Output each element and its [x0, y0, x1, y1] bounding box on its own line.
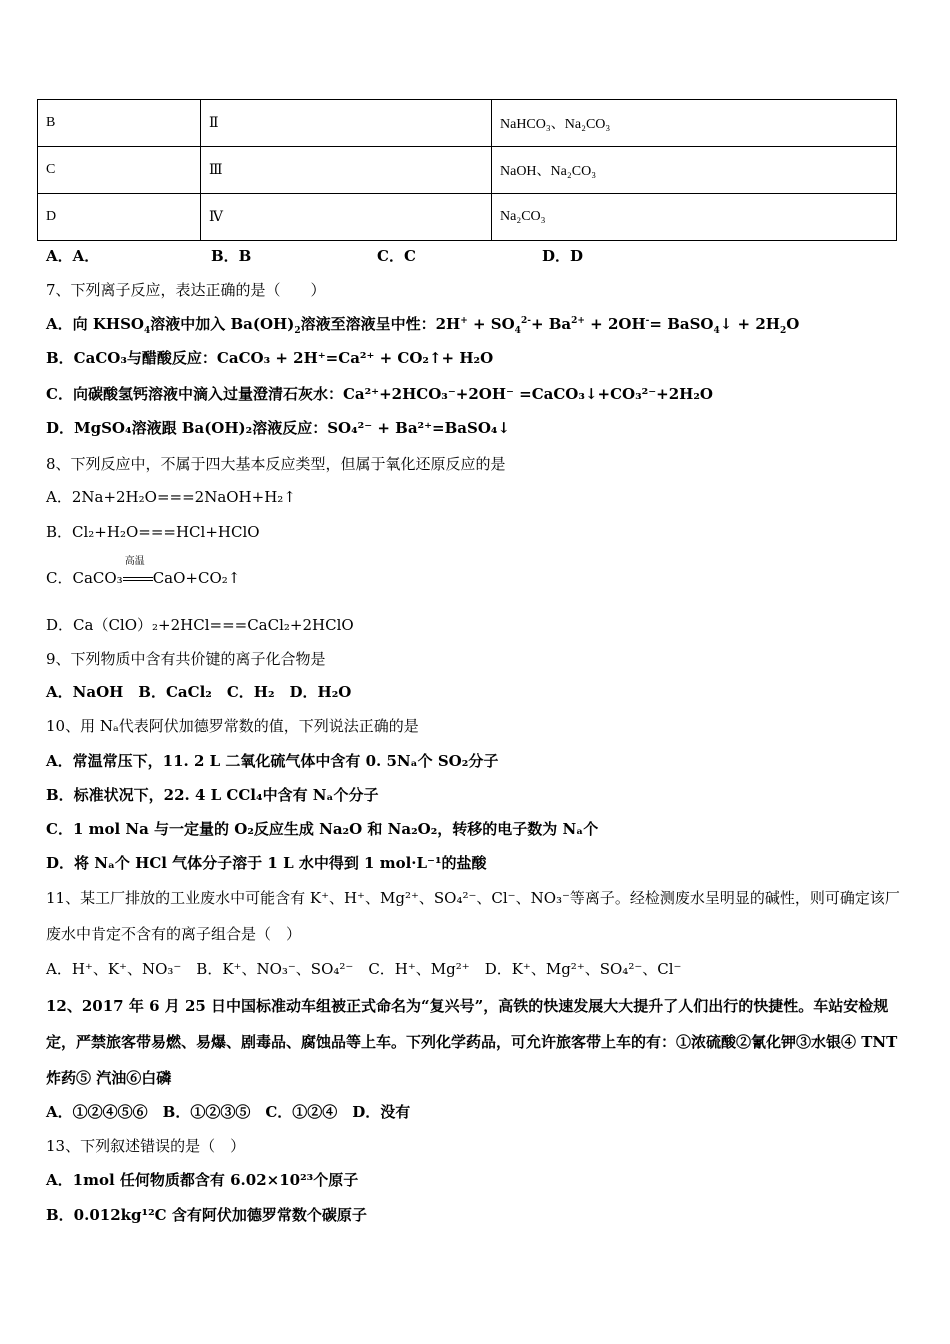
- text: ↓ + 2H: [719, 315, 780, 333]
- text: + Ba: [530, 315, 572, 333]
- q8-option-a: A．2Na+2H₂O===2NaOH+H₂↑: [46, 488, 296, 506]
- q9-options: A．NaOH B．CaCl₂ C．H₂ D．H₂O: [46, 683, 352, 701]
- q8-stem: 8、下列反应中，不属于四大基本反应类型，但属于氧化还原反应的是: [46, 455, 506, 473]
- q13-option-b: B．0.012kg¹²C 含有阿伏加德罗常数个碳原子: [46, 1206, 367, 1224]
- option-a: A．A．: [46, 247, 100, 265]
- q10-option-a: A．常温常压下，11. 2 L 二氧化硫气体中含有 0. 5Nₐ个 SO₂分子: [46, 752, 499, 770]
- table-row: [38, 147, 897, 194]
- text: CaO+CO₂↑: [152, 569, 241, 587]
- options-table: [37, 99, 897, 241]
- option-d: D．D: [542, 247, 584, 265]
- table-cell: C: [38, 147, 201, 194]
- q10-option-b: B．标准状况下，22. 4 L CCl₄中含有 Nₐ个分子: [46, 786, 379, 804]
- table-cell: NaOH、Na₂CO₃: [492, 147, 897, 194]
- q7-stem: 7、下列离子反应，表达正确的是（ ）: [46, 281, 326, 299]
- q8-option-d: D．Ca（ClO）₂+2HCl===CaCl₂+2HClO: [46, 616, 354, 634]
- table-cell: Ⅱ: [201, 100, 492, 147]
- table-cell: B: [38, 100, 201, 147]
- q10-stem: 10、用 Nₐ代表阿伏加德罗常数的值，下列说法正确的是: [46, 717, 419, 735]
- option-b: B．B: [211, 247, 252, 265]
- text: O: [786, 315, 800, 333]
- text: + SO: [467, 315, 515, 333]
- q7-option-b: B．CaCO₃与醋酸反应：CaCO₃ + 2H⁺=Ca²⁺ + CO₂↑+ H₂O: [46, 349, 494, 367]
- table-cell: Ⅳ: [201, 194, 492, 241]
- q12-options: A．①②④⑤⑥ B．①②③⑤ C．①②④ D．没有: [46, 1103, 411, 1121]
- table-cell: Ⅲ: [201, 147, 492, 194]
- text: C．CaCO₃: [46, 569, 123, 587]
- q12-stem: 12、2017 年 6 月 25 日中国标准动车组被正式命名为“复兴号”，高铁的快速发展大大提升了人们出行的快捷性。车站安检规定，严禁旅客带易燃、易爆、剧毒品、腐蚀品等上车。下列化学药品，可允许旅客带上车的有：①浓硫酸②氰化钾③水银④ TNT 炸药⑤ 汽油⑥白磷: [46, 997, 898, 1087]
- reaction-arrow: [123, 556, 153, 588]
- table-cell: Na₂CO₃: [492, 194, 897, 241]
- q11-stem: 11、某工厂排放的工业废水中可能含有 K⁺、H⁺、Mg²⁺、SO₄²⁻、Cl⁻、NO₃⁻等离子。经检测废水呈明显的碱性，则可确定该厂废水中肯定不含有的离子组合是（ ）: [46, 889, 900, 943]
- q8-option-c: [46, 556, 241, 588]
- q6-options: [46, 246, 583, 266]
- condition-label: 高温: [124, 556, 145, 567]
- q13-stem: 13、下列叙述错误的是（ ）: [46, 1137, 246, 1155]
- table-cell: NaHCO₃、Na₂CO₃: [492, 100, 897, 147]
- text: + 2OH: [584, 315, 646, 333]
- text: 溶液中加入 Ba(OH): [150, 315, 295, 333]
- q8-option-b: B．Cl₂+H₂O===HCl+HClO: [46, 523, 260, 541]
- option-c: C．C: [377, 247, 416, 265]
- q13-option-a: A．1mol 任何物质都含有 6.02×10²³个原子: [46, 1171, 359, 1189]
- table-row: [38, 100, 897, 147]
- q10-option-d: D．将 Nₐ个 HCl 气体分子溶于 1 L 水中得到 1 mol·L⁻¹的盐酸: [46, 854, 487, 872]
- text: A．向 KHSO: [46, 315, 144, 333]
- text: 溶液至溶液呈中性：2H: [300, 315, 461, 333]
- q11-options: A．H⁺、K⁺、NO₃⁻ B．K⁺、NO₃⁻、SO₄²⁻ C．H⁺、Mg²⁺ D．K⁺、Mg²⁺、SO₄²⁻、Cl⁻: [46, 960, 682, 978]
- q9-stem: 9、下列物质中含有共价键的离子化合物是: [46, 650, 326, 668]
- q7-option-d: D．MgSO₄溶液跟 Ba(OH)₂溶液反应：SO₄²⁻ + Ba²⁺=BaSO₄↓: [46, 419, 511, 437]
- q7-option-c: C．向碳酸氢钙溶液中滴入过量澄清石灰水：Ca²⁺+2HCO₃⁻+2OH⁻ =CaCO₃↓+CO₃²⁻+2H₂O: [46, 385, 713, 403]
- q7-option-a: A．向 $KHSO_4$溶液中加入 $Ba(OH)_2$溶液至溶液呈中性：$2H^+ + SO_4^{2-}+ Ba^{2+} + 2OH^-=$ BaSO$_4$↓ + $2H_2O$: [46, 315, 800, 336]
- q10-option-c: C．1 mol Na 与一定量的 O₂反应生成 Na₂O 和 Na₂O₂，转移的电子数为 Nₐ个: [46, 820, 599, 838]
- table-row: [38, 194, 897, 241]
- table-cell: D: [38, 194, 201, 241]
- text: = BaSO: [649, 315, 714, 333]
